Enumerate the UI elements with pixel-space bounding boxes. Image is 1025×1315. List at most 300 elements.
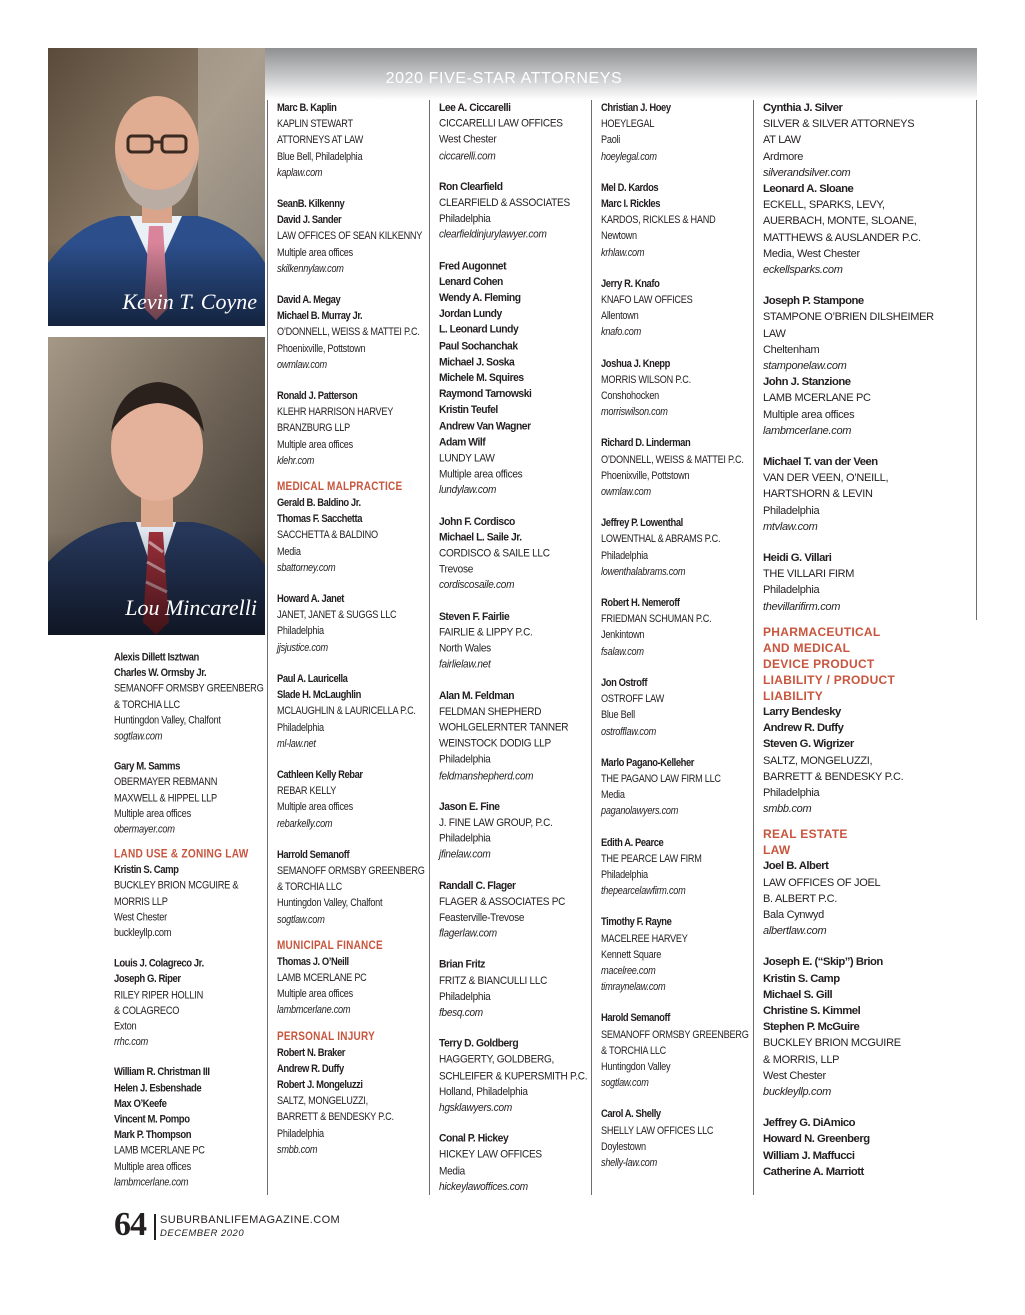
section-heading: REAL ESTATE — [763, 827, 848, 842]
firm-line: SACCHETTA & BALDINO — [277, 529, 378, 542]
firm-website: sogtlaw.com — [601, 1077, 649, 1090]
attorney-name: Christine S. Kimmel — [763, 1004, 861, 1017]
section-heading: MUNICIPAL FINANCE — [277, 937, 383, 952]
firm-line: Philadelphia — [763, 504, 820, 517]
firm-line: LAW — [763, 327, 786, 340]
attorney-entry — [439, 799, 587, 863]
listing-column-4 — [763, 100, 934, 1195]
attorney-entry — [277, 954, 425, 1019]
attorney-name: SeanB. Kilkenny — [277, 198, 345, 211]
attorney-name: John J. Stanzione — [763, 376, 851, 389]
attorney-name: Andrew R. Duffy — [763, 722, 844, 735]
attorney-name: Michael L. Saile Jr. — [439, 531, 522, 544]
firm-line: West Chester — [114, 911, 167, 924]
firm-website: hgsklawyers.com — [439, 1102, 512, 1114]
attorney-entry — [439, 100, 587, 164]
attorney-name: Mark P. Thompson — [114, 1129, 192, 1142]
firm-line: FRIEDMAN SCHUMAN P.C. — [601, 613, 712, 626]
firm-website: lowenthalabrams.com — [601, 565, 686, 578]
attorney-entry — [763, 550, 934, 615]
attorney-entry — [601, 595, 749, 660]
attorney-name: Harrold Semanoff — [277, 848, 350, 861]
attorney-entry — [601, 835, 749, 900]
firm-line: LOWENTHAL & ABRAMS P.C. — [601, 533, 721, 546]
attorney-entry — [601, 180, 749, 261]
firm-line: LAW OFFICES OF SEAN KILKENNY — [277, 230, 423, 243]
firm-line: HOEYLEGAL — [601, 118, 655, 131]
attorney-name: Louis J. Colagreco Jr. — [114, 957, 204, 970]
attorney-entry — [277, 100, 425, 181]
firm-line: Cheltenham — [763, 343, 820, 356]
firm-line: MACELREE HARVEY — [601, 932, 688, 945]
firm-line: MORRIS LLP — [114, 896, 168, 908]
page-title: 2020 FIVE-STAR ATTORNEYS — [385, 70, 623, 87]
firm-line: LUNDY LAW — [439, 452, 495, 465]
firm-line: Feasterville-Trevose — [439, 911, 525, 924]
firm-line: SHELLY LAW OFFICES LLC — [601, 1124, 714, 1137]
firm-line: Media — [601, 789, 625, 802]
firm-line: FELDMAN SHEPHERD — [439, 705, 542, 718]
firm-line: LAMB MCERLANE PC — [277, 971, 367, 984]
firm-website: lambmcerlane.com — [763, 424, 852, 437]
attorney-entry — [439, 878, 587, 942]
attorney-name: Jason E. Fine — [439, 800, 500, 813]
firm-line: & TORCHIA LLC — [277, 881, 343, 894]
firm-website: timraynelaw.com — [601, 981, 666, 994]
firm-line: OSTROFF LAW — [601, 693, 664, 706]
attorney-name: Robert H. Nemeroff — [601, 597, 680, 610]
firm-line: BARRETT & BENDESKY P.C. — [277, 1111, 394, 1124]
firm-line: Phoenixville, Pottstown — [277, 342, 366, 355]
firm-line: LAMB MCERLANE PC — [114, 1145, 205, 1157]
firm-line: Trevose — [439, 563, 474, 576]
firm-line: REBAR KELLY — [277, 785, 337, 798]
firm-line: MATTHEWS & AUSLANDER P.C. — [763, 231, 921, 244]
attorney-name: Max O’Keefe — [114, 1098, 167, 1110]
firm-line: WOHLGELERNTER TANNER — [439, 721, 569, 734]
firm-line: Media — [277, 545, 301, 558]
firm-line: Philadelphia — [439, 832, 491, 845]
attorney-entry — [763, 954, 934, 1100]
attorney-name: Catherine A. Marriott — [763, 1165, 864, 1178]
firm-line: FRITZ & BIANCULLI LLC — [439, 974, 548, 987]
listing-column-1 — [277, 100, 425, 1173]
firm-line: CORDISCO & SAILE LLC — [439, 547, 550, 560]
attorney-name: Michael J. Soska — [439, 356, 515, 369]
attorney-entry — [763, 454, 934, 535]
attorney-name: Howard A. Janet — [277, 593, 345, 606]
attorney-name: Harold Semanoff — [601, 1012, 670, 1025]
firm-website: silverandsilver.com — [763, 166, 851, 179]
firm-line: AT LAW — [763, 134, 801, 147]
attorney-name: Cathleen Kelly Rebar — [277, 768, 363, 781]
attorney-name: Jeffrey P. Lowenthal — [601, 517, 683, 530]
firm-line: Multiple area offices — [277, 438, 353, 451]
firm-website: sogtlaw.com — [114, 730, 163, 743]
firm-website: ml-law.net — [277, 737, 316, 750]
section-heading: LAND USE & ZONING LAW — [114, 847, 249, 861]
section-heading: PHARMACEUTICAL — [763, 624, 881, 639]
section-heading: MEDICAL MALPRACTICE — [277, 479, 403, 494]
firm-website: lundylaw.com — [439, 484, 497, 497]
firm-website: albertlaw.com — [763, 925, 827, 938]
firm-website: hickeylawoffices.com — [439, 1181, 528, 1193]
attorney-entry — [763, 1115, 934, 1180]
firm-website: morriswilson.com — [601, 406, 668, 419]
firm-website: paganolawyers.com — [601, 805, 679, 818]
firm-line: Philadelphia — [277, 721, 324, 734]
firm-line: Philadelphia — [277, 625, 324, 638]
firm-website: eckellsparks.com — [763, 264, 843, 277]
firm-line: Exton — [114, 1020, 137, 1033]
firm-website: ciccarelli.com — [439, 150, 496, 162]
attorney-name: David J. Sander — [277, 214, 342, 227]
attorney-entry — [601, 675, 749, 740]
firm-line: BARRETT & BENDESKY P.C. — [763, 770, 904, 783]
attorney-name: Jordan Lundy — [439, 308, 502, 321]
firm-line: SEMANOFF ORMSBY GREENBERG — [277, 864, 425, 877]
portrait-illustration-1 — [48, 48, 265, 326]
attorney-name: Lenard Cohen — [439, 276, 503, 288]
firm-line: Multiple area offices — [277, 801, 353, 814]
firm-website: obermayer.com — [114, 823, 175, 836]
attorney-entry — [277, 1045, 425, 1158]
attorney-entry — [439, 688, 587, 784]
firm-line: CLEARFIELD & ASSOCIATES — [439, 197, 570, 209]
firm-line: Philadelphia — [601, 868, 648, 881]
firm-website: knafo.com — [601, 326, 641, 339]
firm-website: ostrofflaw.com — [601, 725, 656, 738]
firm-line: Blue Bell — [601, 709, 635, 722]
section-heading: LIABILITY — [763, 688, 824, 703]
firm-line: SILVER & SILVER ATTORNEYS — [763, 118, 915, 131]
attorney-entry — [277, 196, 425, 277]
attorney-name: Vincent M. Pompo — [114, 1113, 190, 1126]
attorney-name: Paul Sochanchak — [439, 340, 518, 353]
firm-website: fsalaw.com — [601, 645, 644, 658]
firm-line: Philadelphia — [439, 753, 491, 766]
column-divider — [591, 100, 592, 1195]
firm-line: Blue Bell, Philadelphia — [277, 150, 363, 163]
firm-website: skilkennylaw.com — [277, 262, 344, 275]
firm-line: Multiple area offices — [277, 988, 353, 1001]
portrait-caption-1: Kevin T. Coyne — [122, 289, 257, 314]
firm-line: & COLAGRECO — [114, 1004, 180, 1017]
firm-line: MCLAUGHLIN & LAURICELLA P.C. — [277, 705, 416, 718]
listing-column-3 — [601, 100, 749, 1186]
firm-line: BUCKLEY BRION MCGUIRE — [763, 1037, 901, 1050]
attorney-entry — [277, 495, 425, 576]
attorney-entry — [439, 258, 587, 499]
firm-line: OBERMAYER REBMANN — [114, 776, 218, 789]
attorney-name: Alan M. Feldman — [439, 689, 515, 702]
section-heading: DEVICE PRODUCT — [763, 656, 875, 671]
attorney-entry — [601, 356, 749, 421]
attorney-name: David A. Megay — [277, 294, 341, 307]
firm-website: rrhc.com — [114, 1036, 149, 1049]
attorney-name: Steven F. Fairlie — [439, 610, 510, 623]
attorney-entry — [114, 650, 264, 744]
firm-website: klehr.com — [277, 454, 315, 467]
attorney-name: William J. Maffucci — [763, 1149, 855, 1162]
attorney-entry — [114, 956, 264, 1050]
attorney-name: Terry D. Goldberg — [439, 1037, 519, 1050]
firm-line: HARTSHORN & LEVIN — [763, 488, 873, 501]
attorney-name: Gerald B. Baldino Jr. — [277, 497, 361, 510]
firm-line: Doylestown — [601, 1140, 646, 1153]
firm-line: B. ALBERT P.C. — [763, 892, 838, 905]
column-divider — [753, 100, 754, 1195]
firm-website: sbattorney.com — [277, 561, 336, 574]
attorney-entry — [763, 100, 934, 181]
attorney-name: Howard N. Greenberg — [763, 1133, 870, 1146]
firm-line: JANET, JANET & SUGGS LLC — [277, 609, 397, 622]
attorney-entry — [601, 914, 749, 995]
attorney-name: Timothy F. Rayne — [601, 916, 672, 929]
firm-line: Huntingdon Valley, Chalfont — [114, 714, 221, 727]
attorney-name: Michael T. van der Veen — [763, 456, 878, 469]
firm-line: Phoenixville, Pottstown — [601, 469, 690, 482]
firm-line: West Chester — [439, 134, 497, 146]
attorney-name: Leonard A. Sloane — [763, 183, 854, 196]
attorney-name: Randall C. Flager — [439, 879, 516, 892]
attorney-entry — [114, 1065, 264, 1191]
firm-line: & MORRIS, LLP — [763, 1053, 840, 1066]
attorney-name: Marlo Pagano-Kelleher — [601, 756, 695, 769]
attorney-name: Carol A. Shelly — [601, 1108, 661, 1121]
attorney-name: Joshua J. Knepp — [601, 357, 670, 370]
firm-line: & TORCHIA LLC — [114, 699, 180, 711]
attorney-name: Wendy A. Fleming — [439, 292, 521, 305]
firm-website: feldmanshepherd.com — [439, 769, 534, 782]
firm-line: & TORCHIA LLC — [601, 1044, 667, 1057]
firm-line: Paoli — [601, 134, 621, 147]
firm-website: kaplaw.com — [277, 166, 323, 179]
attorney-entry — [763, 374, 934, 439]
attorney-name: Jon Ostroff — [601, 676, 648, 689]
firm-line: SCHLEIFER & KUPERSMITH P.C. — [439, 1069, 588, 1082]
attorney-entry — [763, 181, 934, 278]
firm-website: owmlaw.com — [277, 358, 327, 371]
firm-website: thepearcelawfirm.com — [601, 885, 686, 898]
attorney-entry — [114, 759, 264, 838]
attorney-entry — [601, 515, 749, 580]
firm-line: Philadelphia — [763, 786, 820, 799]
firm-website: stamponelaw.com — [763, 360, 847, 373]
firm-website: lambmcerlane.com — [277, 1004, 351, 1017]
attorney-entry — [601, 100, 749, 165]
attorney-name: Conal P. Hickey — [439, 1132, 509, 1145]
attorney-entry — [439, 514, 587, 594]
firm-line: BRANZBURG LLP — [277, 422, 350, 435]
firm-line: HICKEY LAW OFFICES — [439, 1148, 542, 1161]
firm-website: macelree.com — [601, 964, 656, 977]
attorney-name: Michael B. Murray Jr. — [277, 310, 363, 323]
attorney-entry — [763, 293, 934, 374]
firm-website: sogtlaw.com — [277, 913, 325, 926]
attorney-name: Cynthia J. Silver — [763, 102, 843, 114]
firm-website: jjsjustice.com — [277, 641, 328, 654]
attorney-name: Lee A. Ciccarelli — [439, 101, 511, 114]
attorney-entry — [601, 435, 749, 500]
firm-line: SEMANOFF ORMSBY GREENBERG — [114, 683, 264, 696]
firm-line: buckleyllp.com — [114, 927, 172, 940]
firm-line: J. FINE LAW GROUP, P.C. — [439, 816, 553, 829]
footer-site: SUBURBANLIFEMAGAZINE.COM — [160, 1214, 341, 1226]
firm-website: shelly-law.com — [601, 1156, 657, 1169]
firm-line: Huntingdon Valley — [601, 1060, 671, 1073]
firm-line: KARDOS, RICKLES & HAND — [601, 214, 716, 227]
attorney-name: Jeffrey G. DiAmico — [763, 1117, 856, 1130]
firm-line: Philadelphia — [601, 549, 648, 562]
attorney-name: Paul A. Lauricella — [277, 672, 348, 685]
attorney-name: Jerry R. Knafo — [601, 277, 660, 290]
firm-line: Newtown — [601, 230, 637, 243]
footer-divider — [154, 1214, 156, 1240]
firm-website: clearfieldinjurylawyer.com — [439, 229, 547, 242]
attorney-entry — [439, 957, 587, 1021]
firm-line: Philadelphia — [763, 584, 820, 597]
attorney-entry — [277, 292, 425, 373]
firm-line: AUERBACH, MONTE, SLOANE, — [763, 215, 917, 228]
firm-website: krhlaw.com — [601, 246, 645, 259]
attorney-name: Robert J. Mongeluzzi — [277, 1078, 363, 1091]
firm-line: FLAGER & ASSOCIATES PC — [439, 895, 566, 908]
firm-website: thevillarifirm.com — [763, 600, 841, 613]
attorney-name: Gary M. Samms — [114, 760, 180, 773]
attorney-name: Joseph P. Stampone — [763, 295, 864, 308]
firm-line: SEMANOFF ORMSBY GREENBERG — [601, 1028, 749, 1041]
firm-line: ATTORNEYS AT LAW — [277, 134, 363, 147]
attorney-name: Larry Bendesky — [763, 705, 841, 718]
attorney-name: Michele M. Squires — [439, 372, 524, 385]
firm-line: Allentown — [601, 310, 639, 323]
firm-website: rebarkelly.com — [277, 817, 333, 830]
attorney-entry — [277, 591, 425, 656]
attorney-name: Ron Clearfield — [439, 181, 503, 193]
attorney-name: John F. Cordisco — [439, 515, 515, 528]
attorney-entry — [601, 1106, 749, 1171]
portrait-photo-2 — [48, 337, 265, 635]
attorney-name: Fred Augonnet — [439, 260, 507, 272]
firm-website: owmlaw.com — [601, 486, 651, 499]
attorney-name: Helen J. Esbenshade — [114, 1082, 202, 1095]
firm-line: West Chester — [763, 1069, 826, 1082]
firm-line: CICCARELLI LAW OFFICES — [439, 118, 563, 130]
attorney-name: Brian Fritz — [439, 958, 486, 971]
attorney-name: Robert N. Braker — [277, 1046, 345, 1059]
column-divider — [267, 100, 268, 1195]
attorney-entry — [439, 179, 587, 243]
attorney-name: Joseph G. Riper — [114, 973, 181, 986]
attorney-name: Marc B. Kaplin — [277, 102, 337, 114]
attorney-entry — [277, 671, 425, 752]
attorney-name: Steven G. Wigrizer — [763, 738, 854, 751]
firm-line: Holland, Philadelphia — [439, 1085, 528, 1098]
firm-line: THE PEARCE LAW FIRM — [601, 852, 702, 865]
firm-line: O’DONNELL, WEISS & MATTEI P.C. — [601, 453, 744, 466]
firm-line: LAMB MCERLANE PC — [763, 392, 871, 405]
attorney-name: Raymond Tarnowski — [439, 388, 532, 401]
firm-line: SALTZ, MONGELUZZI, — [277, 1095, 368, 1108]
firm-line: KNAFO LAW OFFICES — [601, 294, 693, 307]
firm-line: Huntingdon Valley, Chalfont — [277, 897, 383, 910]
firm-line: Jenkintown — [601, 629, 645, 642]
firm-line: Ardmore — [763, 150, 804, 163]
attorney-name: Kristin S. Camp — [114, 864, 179, 877]
attorney-name: Andrew Van Wagner — [439, 420, 531, 433]
firm-line: KAPLIN STEWART — [277, 118, 353, 131]
firm-website: mtvlaw.com — [763, 520, 818, 533]
firm-line: Multiple area offices — [763, 408, 855, 421]
page-number: 64 — [114, 1206, 146, 1243]
column-divider — [976, 100, 977, 620]
firm-line: Multiple area offices — [439, 468, 523, 481]
firm-website: lambmcerlane.com — [114, 1176, 189, 1189]
attorney-entry — [601, 755, 749, 820]
firm-line: HAGGERTY, GOLDBERG, — [439, 1053, 555, 1066]
attorney-name: Adam Wilf — [439, 436, 486, 449]
firm-line: MAXWELL & HIPPEL LLP — [114, 792, 217, 804]
firm-line: STAMPONE O’BRIEN DILSHEIMER — [763, 311, 934, 324]
firm-line: LAW OFFICES OF JOEL — [763, 876, 881, 889]
listing-column-0 — [114, 650, 264, 1205]
attorney-entry — [114, 863, 264, 942]
firm-line: FAIRLIE & LIPPY P.C. — [439, 626, 533, 639]
attorney-name: Marc I. Rickles — [601, 198, 661, 211]
attorney-name: Michael S. Gill — [763, 988, 833, 1001]
attorney-entry — [277, 767, 425, 832]
firm-line: THE PAGANO LAW FIRM LLC — [601, 772, 721, 785]
firm-website: hoeylegal.com — [601, 150, 657, 163]
attorney-entry — [601, 1010, 749, 1091]
attorney-entry — [439, 609, 587, 673]
firm-line: Philadelphia — [439, 990, 491, 1003]
firm-website: fbesq.com — [439, 1006, 483, 1019]
attorney-name: Thomas J. O’Neill — [277, 955, 349, 968]
firm-line: Multiple area offices — [114, 807, 191, 820]
attorney-name: L. Leonard Lundy — [439, 324, 519, 337]
attorney-entry — [763, 704, 934, 817]
firm-line: Media, West Chester — [763, 247, 860, 260]
attorney-name: Slade H. McLaughlin — [277, 689, 361, 702]
attorney-name: Ronald J. Patterson — [277, 390, 358, 403]
attorney-entry — [277, 847, 425, 928]
firm-line: Philadelphia — [439, 213, 491, 225]
attorney-name: Joseph E. (“Skip”) Brion — [763, 956, 883, 969]
attorney-name: William R. Christman III — [114, 1066, 210, 1079]
section-heading: LAW — [763, 843, 791, 858]
firm-line: North Wales — [439, 642, 491, 655]
attorney-entry — [763, 858, 934, 939]
attorney-name: Joel B. Albert — [763, 860, 829, 873]
firm-line: Bala Cynwyd — [763, 908, 824, 921]
firm-website: smbb.com — [277, 1143, 318, 1156]
firm-line: Multiple area offices — [114, 1161, 191, 1173]
firm-line: Philadelphia — [277, 1127, 324, 1140]
firm-line: Multiple area offices — [277, 246, 353, 259]
portrait-photo-1 — [48, 48, 265, 326]
firm-website: flagerlaw.com — [439, 927, 497, 940]
attorney-name: Alexis Dillett Isztwan — [114, 651, 199, 664]
column-divider — [429, 100, 430, 1195]
attorney-name: Kristin Teufel — [439, 404, 498, 417]
attorney-entry — [277, 388, 425, 469]
portrait-caption-2: Lou Mincarelli — [125, 595, 257, 620]
firm-website: buckleyllp.com — [763, 1085, 831, 1098]
attorney-name: Edith A. Pearce — [601, 836, 664, 849]
attorney-name: Kristin S. Camp — [763, 972, 840, 985]
